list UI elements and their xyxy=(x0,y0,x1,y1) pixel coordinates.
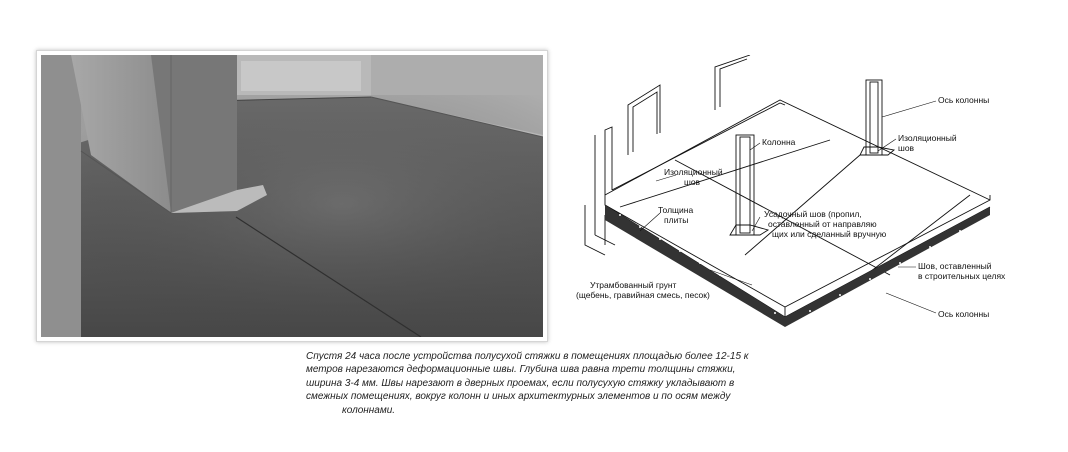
label-isolation-joint-left-1: Изоляционный xyxy=(664,167,723,177)
caption-line-2: метров нарезаются деформационные швы. Глубина шва равна трети толщины стяжки, xyxy=(306,364,736,376)
label-slab-thickness-2: плиты xyxy=(664,215,689,225)
label-column-axis-bottom: Ось колонны xyxy=(938,309,990,319)
caption-line-5: колоннами. xyxy=(342,404,396,416)
photo-frame xyxy=(36,50,548,342)
label-isolation-joint-left-2: шов xyxy=(684,177,701,187)
label-compacted-soil-1: Утрамбованный грунт xyxy=(590,280,677,290)
label-isolation-joint-right-1: Изоляционный xyxy=(898,133,957,143)
floor-photo-image xyxy=(41,55,543,337)
label-shrinkage-joint-2: оставленный от направляю xyxy=(768,219,877,229)
caption xyxy=(306,350,806,417)
label-construction-joint-2: в строительных целях xyxy=(918,271,1006,281)
label-column: Колонна xyxy=(762,137,796,147)
caption-line-4: смежных помещениях, вокруг колонн и иных архитектурных элементов и по осям между xyxy=(306,391,731,403)
label-slab-thickness-1: Толщина xyxy=(658,205,694,215)
label-shrinkage-joint-3: щих или сделанный вручную xyxy=(772,229,887,239)
label-compacted-soil-2: (щебень, гравийная смесь, песок) xyxy=(576,290,710,300)
caption-line-3: ширина 3-4 мм. Швы нарезают в дверных проемах, если полусухую стяжку укладывают в xyxy=(306,377,735,389)
floor-photo xyxy=(41,55,543,337)
label-construction-joint-1: Шов, оставленный xyxy=(918,261,992,271)
floor-slab-diagram xyxy=(560,55,1040,345)
label-column-axis-top: Ось колонны xyxy=(938,95,990,105)
label-isolation-joint-right-2: шов xyxy=(898,143,915,153)
caption-line-1: Спустя 24 часа после устройства полусухой стяжки в помещениях площадью более 12-15 к xyxy=(306,351,749,362)
label-shrinkage-joint-1: Усадочный шов (пропил, xyxy=(764,209,862,219)
